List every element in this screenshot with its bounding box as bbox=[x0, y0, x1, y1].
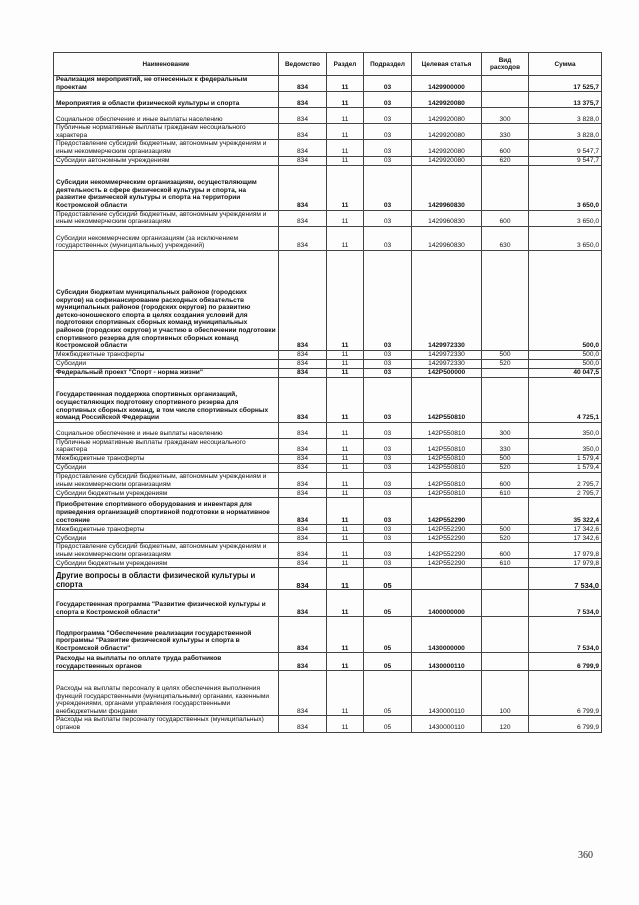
table-row bbox=[54, 108, 602, 124]
row-vedomstvo: 834 bbox=[279, 92, 327, 108]
row-podrazdel: 05 bbox=[364, 671, 412, 716]
row-razdel: 11 bbox=[327, 534, 364, 543]
row-podrazdel: 05 bbox=[364, 568, 412, 590]
table-row bbox=[54, 210, 602, 226]
row-amount: 17 342,6 bbox=[529, 525, 602, 534]
row-vedomstvo: 834 bbox=[279, 568, 327, 590]
row-name: Предоставление субсидий бюджетным, автономным учреждениям и иным некоммерческим организациям bbox=[54, 543, 279, 559]
row-vedomstvo: 834 bbox=[279, 124, 327, 140]
row-vedomstvo: 834 bbox=[279, 543, 327, 559]
row-razdel: 11 bbox=[327, 76, 364, 92]
table-row bbox=[54, 226, 602, 250]
row-target-article: 1429920080 bbox=[412, 156, 482, 165]
row-vedomstvo: 834 bbox=[279, 463, 327, 472]
table-row bbox=[54, 590, 602, 617]
table-row bbox=[54, 438, 602, 454]
row-podrazdel: 03 bbox=[364, 350, 412, 359]
row-target-article: 1430000000 bbox=[412, 617, 482, 653]
row-name: Субсидии бюджетам муниципальных районов (городских округов) на софинансирование расходных обязательств муниципальных районов (городских округов) по развитию детско-юношеского спорта в целях создания условий для подготовки спортивных сборных команд муниципальных районов (городских округов) и участию в обеспечении подготовки спортивного резерва для спортивных сборных команд Костромской области bbox=[54, 250, 279, 350]
row-name: Другие вопросы в области физической культуры и спорта bbox=[54, 568, 279, 590]
row-expense-type: 520 bbox=[482, 534, 529, 543]
row-amount: 3 650,0 bbox=[529, 165, 602, 210]
table-row bbox=[54, 250, 602, 350]
row-name: Социальное обеспечение и иные выплаты населению bbox=[54, 422, 279, 438]
row-expense-type bbox=[482, 250, 529, 350]
table-row bbox=[54, 368, 602, 377]
row-expense-type bbox=[482, 590, 529, 617]
row-name: Межбюджетные трансферты bbox=[54, 350, 279, 359]
row-amount: 500,0 bbox=[529, 359, 602, 368]
row-podrazdel: 03 bbox=[364, 156, 412, 165]
row-name: Расходы на выплаты по оплате труда работников государственных органов bbox=[54, 653, 279, 671]
row-target-article: 1400000000 bbox=[412, 590, 482, 617]
row-expense-type: 330 bbox=[482, 124, 529, 140]
row-name: Федеральный проект "Спорт - норма жизни" bbox=[54, 368, 279, 377]
row-target-article: 1429920080 bbox=[412, 140, 482, 156]
row-target-article: 1429960830 bbox=[412, 210, 482, 226]
row-expense-type: 600 bbox=[482, 472, 529, 488]
row-expense-type bbox=[482, 617, 529, 653]
row-podrazdel: 03 bbox=[364, 534, 412, 543]
row-vedomstvo: 834 bbox=[279, 525, 327, 534]
table-row bbox=[54, 489, 602, 498]
row-expense-type bbox=[482, 76, 529, 92]
row-podrazdel: 03 bbox=[364, 124, 412, 140]
row-expense-type: 600 bbox=[482, 140, 529, 156]
row-name: Субсидии бюджетным учреждениям bbox=[54, 489, 279, 498]
row-razdel: 11 bbox=[327, 463, 364, 472]
table-row bbox=[54, 454, 602, 463]
row-name: Субсидии некоммерческим организациям (за исключением государственных (муниципальных) учреждений) bbox=[54, 226, 279, 250]
row-target-article: 1430000110 bbox=[412, 671, 482, 716]
page-number: 360 bbox=[578, 850, 593, 861]
row-expense-type: 300 bbox=[482, 108, 529, 124]
row-amount: 7 534,0 bbox=[529, 617, 602, 653]
row-podrazdel: 03 bbox=[364, 92, 412, 108]
row-target-article: 142P552290 bbox=[412, 559, 482, 568]
table-row bbox=[54, 543, 602, 559]
row-vedomstvo: 834 bbox=[279, 165, 327, 210]
row-podrazdel: 03 bbox=[364, 108, 412, 124]
row-target-article: 142P550810 bbox=[412, 438, 482, 454]
row-expense-type: 330 bbox=[482, 438, 529, 454]
row-amount: 3 828,0 bbox=[529, 108, 602, 124]
row-vedomstvo: 834 bbox=[279, 368, 327, 377]
row-expense-type: 300 bbox=[482, 422, 529, 438]
row-vedomstvo: 834 bbox=[279, 489, 327, 498]
row-target-article: 1429972330 bbox=[412, 359, 482, 368]
row-name: Субсидии автономным учреждениям bbox=[54, 156, 279, 165]
row-podrazdel: 03 bbox=[364, 140, 412, 156]
row-amount: 7 534,0 bbox=[529, 568, 602, 590]
header-vedomstvo: Ведомство bbox=[279, 53, 327, 76]
table-row bbox=[54, 359, 602, 368]
table-row bbox=[54, 165, 602, 210]
row-target-article: 1429900000 bbox=[412, 76, 482, 92]
row-podrazdel: 03 bbox=[364, 559, 412, 568]
row-amount: 3 650,0 bbox=[529, 226, 602, 250]
row-amount: 17 979,8 bbox=[529, 559, 602, 568]
row-podrazdel: 03 bbox=[364, 165, 412, 210]
row-amount: 7 534,0 bbox=[529, 590, 602, 617]
header-name: Наименование bbox=[54, 53, 279, 76]
row-vedomstvo: 834 bbox=[279, 438, 327, 454]
row-name: Социальное обеспечение и иные выплаты населению bbox=[54, 108, 279, 124]
row-expense-type bbox=[482, 377, 529, 422]
row-podrazdel: 03 bbox=[364, 543, 412, 559]
row-name: Предоставление субсидий бюджетным, автономным учреждениям и иным некоммерческим организациям bbox=[54, 140, 279, 156]
row-expense-type: 610 bbox=[482, 559, 529, 568]
table-row bbox=[54, 525, 602, 534]
row-razdel: 11 bbox=[327, 124, 364, 140]
row-target-article: 142P552290 bbox=[412, 534, 482, 543]
row-target-article: 142P550810 bbox=[412, 472, 482, 488]
row-razdel: 11 bbox=[327, 108, 364, 124]
row-amount: 9 547,7 bbox=[529, 156, 602, 165]
row-expense-type bbox=[482, 368, 529, 377]
table-row bbox=[54, 140, 602, 156]
table-row bbox=[54, 716, 602, 732]
table-row bbox=[54, 377, 602, 422]
row-podrazdel: 03 bbox=[364, 359, 412, 368]
row-target-article: 142P550810 bbox=[412, 422, 482, 438]
row-target-article bbox=[412, 568, 482, 590]
row-podrazdel: 03 bbox=[364, 377, 412, 422]
row-podrazdel: 03 bbox=[364, 76, 412, 92]
row-vedomstvo: 834 bbox=[279, 559, 327, 568]
row-name: Публичные нормативные выплаты гражданам несоциального характера bbox=[54, 124, 279, 140]
row-razdel: 11 bbox=[327, 165, 364, 210]
row-target-article: 1429920080 bbox=[412, 124, 482, 140]
row-target-article: 142P552290 bbox=[412, 498, 482, 525]
table-row bbox=[54, 498, 602, 525]
row-amount: 3 650,0 bbox=[529, 210, 602, 226]
row-vedomstvo: 834 bbox=[279, 210, 327, 226]
row-amount: 500,0 bbox=[529, 350, 602, 359]
row-vedomstvo: 834 bbox=[279, 498, 327, 525]
row-razdel: 11 bbox=[327, 350, 364, 359]
row-amount: 1 579,4 bbox=[529, 454, 602, 463]
row-podrazdel: 05 bbox=[364, 590, 412, 617]
row-name: Расходы на выплаты персоналу в целях обеспечения выполнения функций государственными (муниципальными) органами, казенными учреждениями, органами управления государственными внебюджетными фондами bbox=[54, 671, 279, 716]
row-razdel: 11 bbox=[327, 543, 364, 559]
row-podrazdel: 05 bbox=[364, 617, 412, 653]
row-razdel: 11 bbox=[327, 210, 364, 226]
row-amount: 500,0 bbox=[529, 250, 602, 350]
row-razdel: 11 bbox=[327, 671, 364, 716]
table-row bbox=[54, 124, 602, 140]
row-amount: 4 725,1 bbox=[529, 377, 602, 422]
row-amount: 6 799,9 bbox=[529, 671, 602, 716]
row-vedomstvo: 834 bbox=[279, 359, 327, 368]
row-razdel: 11 bbox=[327, 454, 364, 463]
row-name: Субсидии bbox=[54, 534, 279, 543]
row-expense-type: 610 bbox=[482, 489, 529, 498]
row-podrazdel: 03 bbox=[364, 226, 412, 250]
table-row bbox=[54, 472, 602, 488]
row-podrazdel: 03 bbox=[364, 498, 412, 525]
row-podrazdel: 03 bbox=[364, 250, 412, 350]
header-expense-type: Вид расходов bbox=[482, 53, 529, 76]
row-expense-type bbox=[482, 498, 529, 525]
row-name: Мероприятия в области физической культуры и спорта bbox=[54, 92, 279, 108]
row-target-article: 1430000110 bbox=[412, 653, 482, 671]
row-vedomstvo: 834 bbox=[279, 422, 327, 438]
row-expense-type: 500 bbox=[482, 350, 529, 359]
row-amount: 6 799,9 bbox=[529, 716, 602, 732]
row-name: Субсидии некоммерческим организациям, осуществляющим деятельность в сфере физической культуры и спорта, на развитие физической культуры и спорта на территории Костромской области bbox=[54, 165, 279, 210]
row-razdel: 11 bbox=[327, 525, 364, 534]
row-vedomstvo: 834 bbox=[279, 108, 327, 124]
row-podrazdel: 03 bbox=[364, 368, 412, 377]
row-expense-type: 520 bbox=[482, 359, 529, 368]
row-vedomstvo: 834 bbox=[279, 140, 327, 156]
table-row bbox=[54, 156, 602, 165]
table-row bbox=[54, 653, 602, 671]
row-name: Межбюджетные трансферты bbox=[54, 525, 279, 534]
row-podrazdel: 03 bbox=[364, 525, 412, 534]
row-name: Государственная программа "Развитие физической культуры и спорта в Костромской области" bbox=[54, 590, 279, 617]
row-razdel: 11 bbox=[327, 377, 364, 422]
budget-table bbox=[53, 52, 602, 733]
row-expense-type: 500 bbox=[482, 525, 529, 534]
table-row bbox=[54, 92, 602, 108]
row-vedomstvo: 834 bbox=[279, 534, 327, 543]
row-razdel: 11 bbox=[327, 653, 364, 671]
row-razdel: 11 bbox=[327, 92, 364, 108]
row-vedomstvo: 834 bbox=[279, 617, 327, 653]
row-target-article: 1429920080 bbox=[412, 108, 482, 124]
row-target-article: 142P550810 bbox=[412, 454, 482, 463]
row-expense-type: 500 bbox=[482, 454, 529, 463]
row-target-article: 142P550810 bbox=[412, 377, 482, 422]
row-amount: 1 579,4 bbox=[529, 463, 602, 472]
row-amount: 35 322,4 bbox=[529, 498, 602, 525]
row-expense-type: 630 bbox=[482, 226, 529, 250]
row-amount: 2 795,7 bbox=[529, 489, 602, 498]
row-razdel: 11 bbox=[327, 226, 364, 250]
table-row bbox=[54, 617, 602, 653]
row-amount: 9 547,7 bbox=[529, 140, 602, 156]
row-target-article: 1429960830 bbox=[412, 165, 482, 210]
row-target-article: 142P550810 bbox=[412, 489, 482, 498]
row-target-article: 142P500000 bbox=[412, 368, 482, 377]
table-row bbox=[54, 559, 602, 568]
row-vedomstvo: 834 bbox=[279, 590, 327, 617]
row-razdel: 11 bbox=[327, 498, 364, 525]
row-razdel: 11 bbox=[327, 489, 364, 498]
table-row bbox=[54, 76, 602, 92]
row-expense-type bbox=[482, 92, 529, 108]
row-target-article: 142P550810 bbox=[412, 463, 482, 472]
row-vedomstvo: 834 bbox=[279, 454, 327, 463]
row-amount: 17 979,8 bbox=[529, 543, 602, 559]
table-body bbox=[54, 76, 602, 733]
row-vedomstvo: 834 bbox=[279, 653, 327, 671]
row-razdel: 11 bbox=[327, 568, 364, 590]
row-target-article: 142P552290 bbox=[412, 525, 482, 534]
row-amount: 2 795,7 bbox=[529, 472, 602, 488]
row-expense-type: 100 bbox=[482, 671, 529, 716]
row-expense-type: 600 bbox=[482, 543, 529, 559]
row-expense-type: 120 bbox=[482, 716, 529, 732]
row-amount: 13 375,7 bbox=[529, 92, 602, 108]
row-name: Субсидии bbox=[54, 359, 279, 368]
table-row bbox=[54, 422, 602, 438]
row-vedomstvo: 834 bbox=[279, 472, 327, 488]
row-razdel: 11 bbox=[327, 617, 364, 653]
row-razdel: 11 bbox=[327, 140, 364, 156]
table-row bbox=[54, 534, 602, 543]
row-vedomstvo: 834 bbox=[279, 226, 327, 250]
row-name: Публичные нормативные выплаты гражданам несоциального характера bbox=[54, 438, 279, 454]
row-razdel: 11 bbox=[327, 422, 364, 438]
row-target-article: 1429960830 bbox=[412, 226, 482, 250]
row-podrazdel: 05 bbox=[364, 716, 412, 732]
row-podrazdel: 03 bbox=[364, 489, 412, 498]
row-target-article: 1429972330 bbox=[412, 350, 482, 359]
row-razdel: 11 bbox=[327, 590, 364, 617]
row-vedomstvo: 834 bbox=[279, 156, 327, 165]
row-expense-type bbox=[482, 653, 529, 671]
table-row bbox=[54, 568, 602, 590]
table-row bbox=[54, 350, 602, 359]
row-name: Субсидии бюджетным учреждениям bbox=[54, 559, 279, 568]
row-podrazdel: 05 bbox=[364, 653, 412, 671]
table-row bbox=[54, 671, 602, 716]
row-amount: 40 047,5 bbox=[529, 368, 602, 377]
row-podrazdel: 03 bbox=[364, 438, 412, 454]
row-expense-type: 520 bbox=[482, 463, 529, 472]
row-name: Предоставление субсидий бюджетным, автономным учреждениям и иным некоммерческим организациям bbox=[54, 210, 279, 226]
row-target-article: 1429920080 bbox=[412, 92, 482, 108]
row-razdel: 11 bbox=[327, 368, 364, 377]
row-podrazdel: 03 bbox=[364, 422, 412, 438]
row-name: Расходы на выплаты персоналу государственных (муниципальных) органов bbox=[54, 716, 279, 732]
row-amount: 6 799,9 bbox=[529, 653, 602, 671]
row-name: Государственная поддержка спортивных организаций, осуществляющих подготовку спортивного резерва для спортивных сборных команд, в том числе спортивных сборных команд Российской Федерации bbox=[54, 377, 279, 422]
row-razdel: 11 bbox=[327, 156, 364, 165]
row-target-article: 142P552290 bbox=[412, 543, 482, 559]
row-target-article: 1430000110 bbox=[412, 716, 482, 732]
row-name: Приобретение спортивного оборудования и инвентаря для приведения организаций спортивной подготовки в нормативное состояние bbox=[54, 498, 279, 525]
row-podrazdel: 03 bbox=[364, 210, 412, 226]
row-vedomstvo: 834 bbox=[279, 671, 327, 716]
row-razdel: 11 bbox=[327, 559, 364, 568]
table-header-row bbox=[54, 53, 602, 76]
header-podrazdel: Подраздел bbox=[364, 53, 412, 76]
row-podrazdel: 03 bbox=[364, 454, 412, 463]
row-amount: 350,0 bbox=[529, 422, 602, 438]
row-vedomstvo: 834 bbox=[279, 250, 327, 350]
row-expense-type: 620 bbox=[482, 156, 529, 165]
row-name: Подпрограмма "Обеспечение реализации государственной программы "Развитие физической культуры и спорта в Костромской области" bbox=[54, 617, 279, 653]
row-expense-type bbox=[482, 568, 529, 590]
header-target-article: Целевая статья bbox=[412, 53, 482, 76]
header-razdel: Раздел bbox=[327, 53, 364, 76]
row-podrazdel: 03 bbox=[364, 472, 412, 488]
row-vedomstvo: 834 bbox=[279, 716, 327, 732]
row-vedomstvo: 834 bbox=[279, 377, 327, 422]
row-expense-type: 600 bbox=[482, 210, 529, 226]
table-row bbox=[54, 463, 602, 472]
row-razdel: 11 bbox=[327, 472, 364, 488]
row-vedomstvo: 834 bbox=[279, 350, 327, 359]
row-razdel: 11 bbox=[327, 716, 364, 732]
row-name: Предоставление субсидий бюджетным, автономным учреждениям и иным некоммерческим организациям bbox=[54, 472, 279, 488]
row-amount: 17 342,6 bbox=[529, 534, 602, 543]
row-expense-type bbox=[482, 165, 529, 210]
row-amount: 3 828,0 bbox=[529, 124, 602, 140]
row-amount: 17 525,7 bbox=[529, 76, 602, 92]
row-target-article: 1429972330 bbox=[412, 250, 482, 350]
row-name: Реализация мероприятий, не отнесенных к федеральным проектам bbox=[54, 76, 279, 92]
row-name: Межбюджетные трансферты bbox=[54, 454, 279, 463]
row-vedomstvo: 834 bbox=[279, 76, 327, 92]
row-razdel: 11 bbox=[327, 438, 364, 454]
row-name: Субсидии bbox=[54, 463, 279, 472]
row-podrazdel: 03 bbox=[364, 463, 412, 472]
row-razdel: 11 bbox=[327, 359, 364, 368]
row-amount: 350,0 bbox=[529, 438, 602, 454]
header-amount: Сумма bbox=[529, 53, 602, 76]
row-razdel: 11 bbox=[327, 250, 364, 350]
